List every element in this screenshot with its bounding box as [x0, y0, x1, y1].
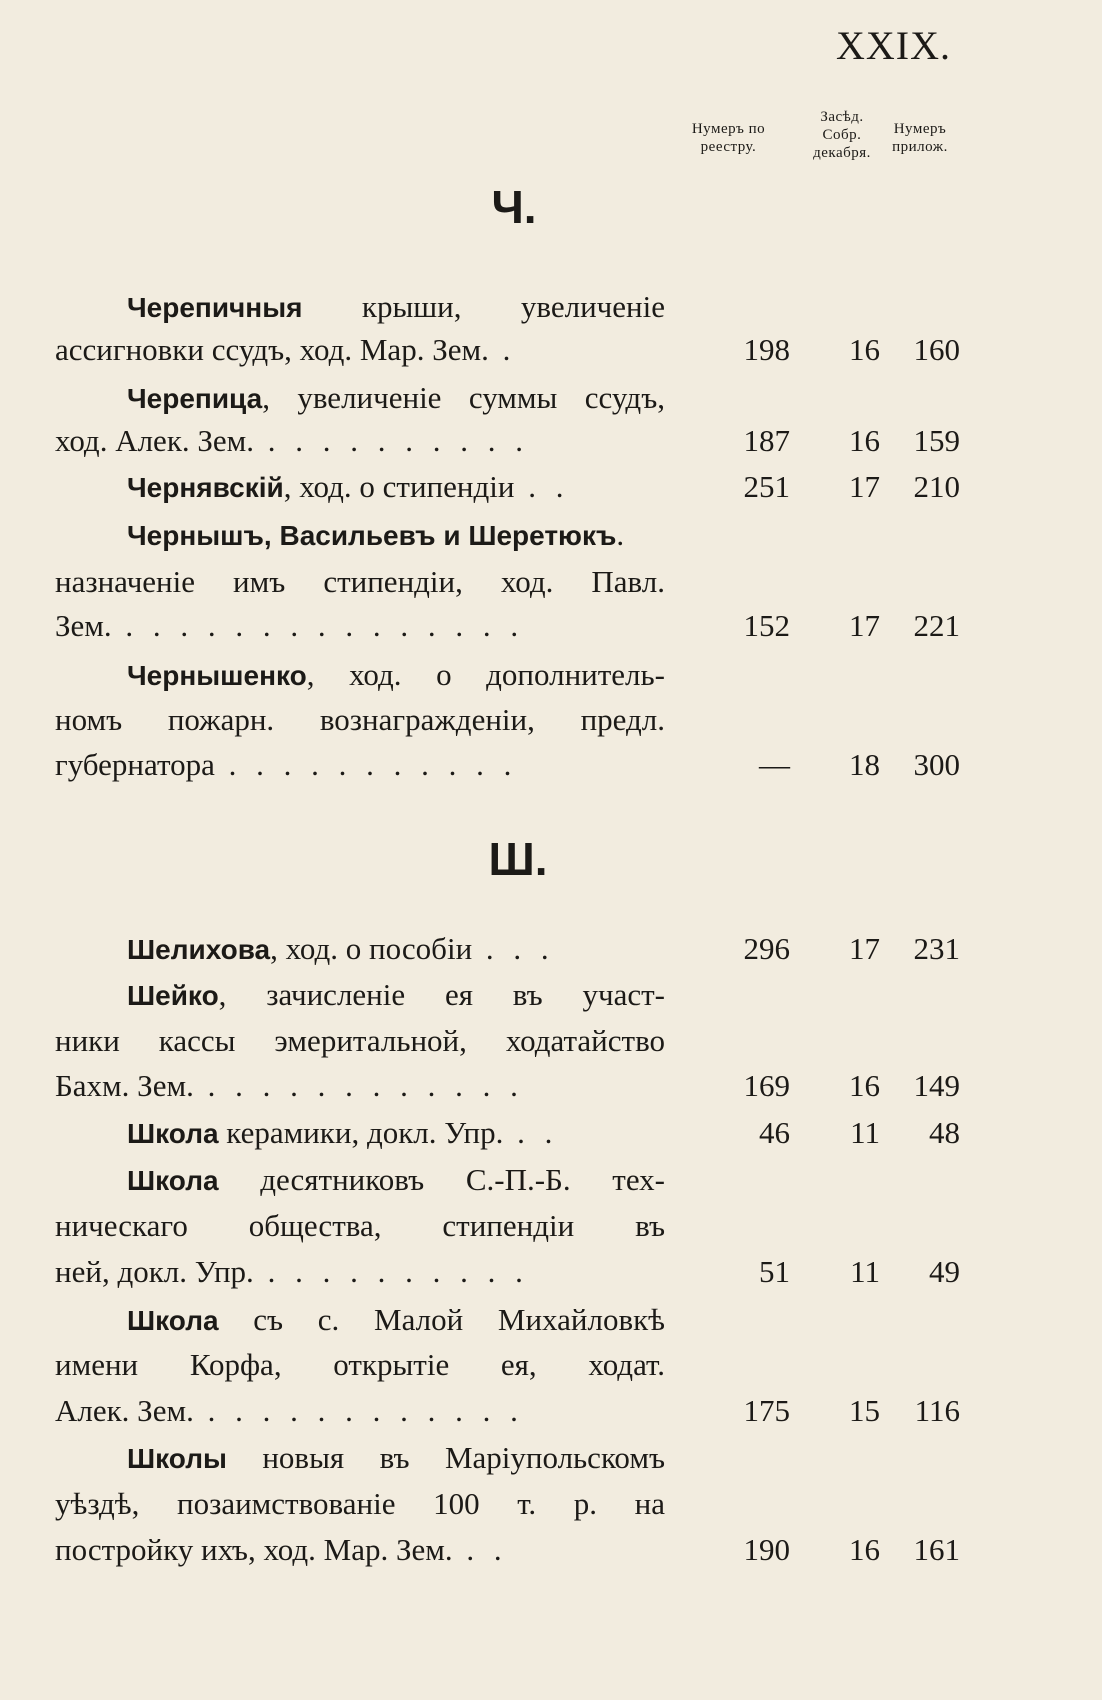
column-header-session-line: Засѣд.	[820, 109, 864, 125]
entry-text: , ход. о дополнитель-	[306, 657, 665, 692]
column-header-registry-line: реестру.	[700, 139, 757, 155]
dot-leader: . .	[514, 469, 570, 504]
appendix-number: 210	[913, 469, 960, 504]
index-entry-line	[127, 378, 665, 418]
entry-name: Шелихова	[127, 934, 271, 965]
registry-number: 175	[743, 1393, 790, 1428]
column-header-appendix	[880, 120, 960, 156]
session-number: 16	[849, 1068, 880, 1103]
appendix-number: 48	[929, 1115, 960, 1150]
section-heading-sh: Ш.	[488, 833, 548, 885]
index-entry-line	[55, 1252, 529, 1292]
registry-number: 152	[743, 608, 790, 643]
registry-number: 169	[743, 1068, 790, 1103]
entry-text: имени Корфа, открытіе ея, ходат.	[55, 1347, 665, 1382]
entry-text: номъ пожарн. вознагражденіи, предл.	[55, 702, 665, 737]
entry-name: Черепичныя	[127, 292, 303, 323]
index-entry-line	[127, 1113, 558, 1153]
index-entry-line	[55, 562, 665, 602]
column-header-session-line: Собр.	[822, 127, 862, 143]
index-entry-line	[55, 1391, 524, 1431]
entry-text: .	[616, 517, 625, 552]
entry-name: Шейко	[127, 980, 219, 1011]
entry-text: , увеличеніе суммы ссудъ,	[262, 380, 665, 415]
index-entry-line	[127, 975, 665, 1015]
index-entry-line	[55, 606, 524, 646]
entry-name: Чернявскій	[127, 472, 284, 503]
column-header-session	[797, 108, 887, 162]
entry-text: ассигновки ссудъ, ход. Мар. Зем.	[55, 332, 489, 367]
entry-name: Чернышъ, Васильевъ и Шеретюкъ	[127, 520, 617, 551]
entry-name: Школа	[127, 1165, 219, 1196]
entry-text: новыя въ Маріупольскомъ	[226, 1440, 665, 1475]
appendix-number: 149	[913, 1068, 960, 1103]
dot-leader: . . . . . . . . . . . . . . .	[111, 608, 525, 643]
session-number: 17	[849, 931, 880, 966]
session-number: 16	[849, 332, 880, 367]
dot-leader: . . . . . . . . . . . .	[193, 1393, 524, 1428]
index-entry-line	[127, 929, 555, 969]
dot-leader: . . . . . . . . . . . .	[193, 1068, 524, 1103]
session-number: 16	[849, 423, 880, 458]
entry-text: постройку ихъ, ход. Мар. Зем.	[55, 1532, 453, 1567]
dot-leader: .	[488, 332, 517, 367]
registry-number: 51	[759, 1254, 790, 1289]
entry-text: назначеніе имъ стипендіи, ход. Павл.	[55, 564, 665, 599]
entry-text: керамики, докл. Упр.	[218, 1115, 504, 1150]
entry-text: , зачисленіе ея въ участ-	[218, 977, 665, 1012]
index-entry-line	[55, 1484, 665, 1524]
session-number: 11	[850, 1115, 880, 1150]
entry-text: уѣздѣ, позаимствованіе 100 т. р. на	[55, 1486, 665, 1521]
appendix-number: 159	[913, 423, 960, 458]
index-entry-line	[55, 421, 529, 461]
index-entry-line	[55, 1345, 665, 1385]
session-number: 17	[849, 608, 880, 643]
session-number: 15	[849, 1393, 880, 1428]
column-header-session-line: декабря.	[813, 145, 871, 161]
session-number: 18	[849, 747, 880, 782]
entry-text: ническаго общества, стипендіи въ	[55, 1208, 665, 1243]
registry-number: —	[759, 747, 790, 782]
index-entry-line	[55, 700, 665, 740]
dot-leader: . . . . . . . . . .	[253, 1254, 529, 1289]
index-entry-line	[127, 515, 624, 555]
registry-number: 190	[743, 1532, 790, 1567]
index-entry-line	[55, 1066, 524, 1106]
entry-name: Школы	[127, 1443, 227, 1474]
entry-text: крыши, увеличеніе	[302, 289, 665, 324]
entry-text: ход. Алек. Зем.	[55, 423, 255, 458]
session-number: 16	[849, 1532, 880, 1567]
entry-text: ней, докл. Упр.	[55, 1254, 254, 1289]
registry-number: 198	[743, 332, 790, 367]
registry-number: 251	[743, 469, 790, 504]
column-header-registry	[676, 120, 781, 156]
dot-leader: . .	[503, 1115, 559, 1150]
section-heading-ch: Ч.	[491, 181, 537, 233]
index-entry-line	[127, 287, 665, 327]
dot-leader: . .	[452, 1532, 508, 1567]
appendix-number: 161	[913, 1532, 960, 1567]
entry-name: Школа	[127, 1118, 219, 1149]
index-entry-line	[127, 1160, 665, 1200]
page-number: XXIX.	[836, 23, 951, 68]
entry-text: губернатора	[55, 747, 215, 782]
registry-number: 296	[743, 931, 790, 966]
index-entry-line	[55, 1021, 665, 1061]
index-entry-line	[55, 1530, 508, 1570]
entry-text: Бахм. Зем.	[55, 1068, 194, 1103]
appendix-number: 160	[913, 332, 960, 367]
dot-leader: . . .	[472, 931, 555, 966]
column-header-registry-line: Нумеръ по	[691, 121, 766, 137]
appendix-number: 231	[913, 931, 960, 966]
index-entry-line	[55, 1206, 665, 1246]
entry-text: Алек. Зем.	[55, 1393, 194, 1428]
entry-text: ники кассы эмеритальной, ходатайство	[55, 1023, 665, 1058]
column-header-appendix-line: прилож.	[892, 139, 948, 155]
entry-text: съ с. Малой Михайловкѣ	[218, 1302, 665, 1337]
index-entry-line	[127, 1300, 665, 1340]
appendix-number: 49	[929, 1254, 960, 1289]
session-number: 17	[849, 469, 880, 504]
entry-text: десятниковъ С.-П.-Б. тех-	[218, 1162, 665, 1197]
registry-number: 187	[743, 423, 790, 458]
session-number: 11	[850, 1254, 880, 1289]
index-entry-line	[55, 745, 517, 785]
registry-number: 46	[759, 1115, 790, 1150]
appendix-number: 116	[914, 1393, 960, 1428]
column-header-appendix-line: Нумеръ	[893, 121, 947, 137]
index-entry-line	[127, 655, 665, 695]
entry-name: Школа	[127, 1305, 219, 1336]
entry-text: , ход. о стипендіи	[283, 469, 515, 504]
entry-name: Черепица	[127, 383, 263, 414]
index-entry-line	[55, 330, 516, 370]
index-entry-line	[127, 467, 569, 507]
entry-name: Чернышенко	[127, 660, 307, 691]
entry-text: , ход. о пособіи	[270, 931, 473, 966]
appendix-number: 300	[913, 747, 960, 782]
appendix-number: 221	[913, 608, 960, 643]
entry-text: Зем.	[55, 608, 112, 643]
dot-leader: . . . . . . . . . .	[254, 423, 530, 458]
index-entry-line	[127, 1438, 665, 1478]
dot-leader: . . . . . . . . . . .	[214, 747, 518, 782]
